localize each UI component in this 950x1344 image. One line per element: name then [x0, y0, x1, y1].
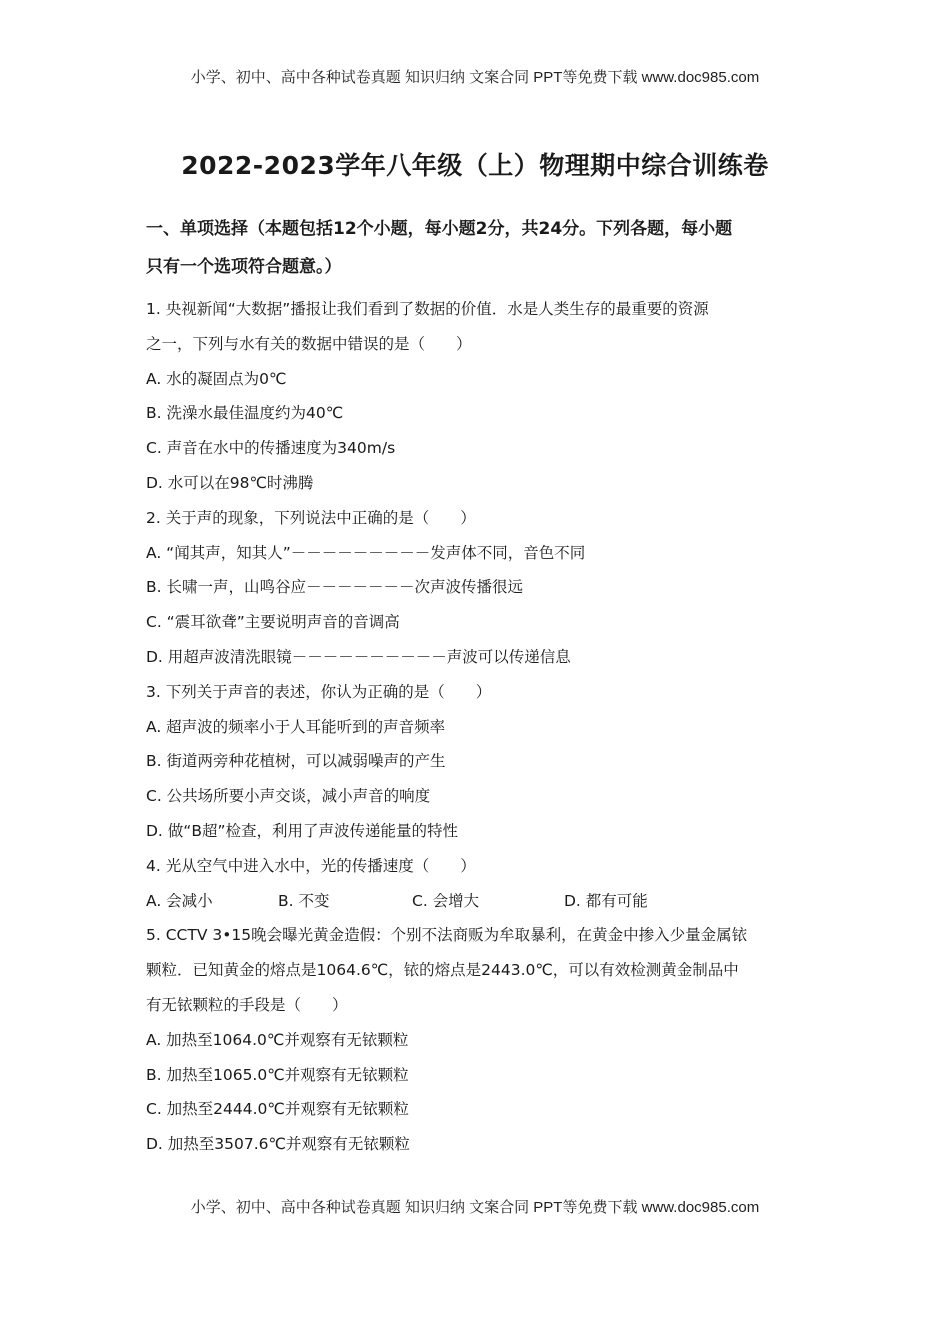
question-stem-continued: 有无铱颗粒的手段是（ ） — [146, 995, 348, 1014]
option-c: C. 加热至2444.0℃并观察有无铱颗粒 — [146, 1100, 409, 1119]
option-b: B. 洗澡水最佳温度约为40℃ — [146, 404, 344, 423]
option-a: A. 会减小 — [146, 891, 213, 910]
question-stem: 3. 下列关于声音的表述，你认为正确的是（ ） — [146, 682, 492, 701]
question-1 — [146, 292, 816, 501]
option-a: A. 加热至1064.0℃并观察有无铱颗粒 — [146, 1030, 409, 1049]
option-c: C. 公共场所要小声交谈，减小声音的响度 — [146, 787, 431, 806]
question-stem: 2. 关于声的现象，下列说法中正确的是（ ） — [146, 508, 476, 527]
question-stem: 4. 光从空气中进入水中，光的传播速度（ ） — [146, 856, 476, 875]
option-d: D. 用超声波清洗眼镜－－－－－－－－－－声波可以传递信息 — [146, 647, 571, 666]
question-stem-continued: 颗粒．已知黄金的熔点是1064.6℃，铱的熔点是2443.0℃，可以有效检测黄金制品中 — [146, 961, 739, 980]
question-2 — [146, 501, 816, 675]
option-a: A. 水的凝固点为0℃ — [146, 369, 287, 388]
option-b: B. 加热至1065.0℃并观察有无铱颗粒 — [146, 1065, 409, 1084]
section-heading — [146, 210, 816, 286]
question-4 — [146, 849, 816, 919]
option-c: C. 会增大 — [412, 891, 480, 910]
page-footer: 小学、初中、高中各种试卷真题 知识归纳 文案合同 PPT等免费下载 www.doc985.com — [190, 1199, 760, 1216]
option-b: B. 不变 — [278, 891, 330, 910]
question-stem: 1. 央视新闻“大数据”播报让我们看到了数据的价值．水是人类生存的最重要的资源 — [146, 300, 709, 318]
option-d: D. 都有可能 — [564, 891, 648, 910]
section-heading-line-1: 一、单项选择（本题包括12个小题，每小题2分，共24分。下列各题，每小题 — [146, 219, 733, 239]
option-c: C. “震耳欲聋”主要说明声音的音调高 — [146, 613, 400, 632]
option-a: A. 超声波的频率小于人耳能听到的声音频率 — [146, 717, 446, 736]
questions-body — [146, 292, 816, 1162]
question-stem: 5. CCTV 3•15晚会曝光黄金造假：个别不法商贩为牟取暴利，在黄金中掺入少量金属铱 — [146, 926, 748, 945]
option-c: C. 声音在水中的传播速度为340m/s — [146, 439, 396, 458]
option-d: D. 做“B超”检查，利用了声波传递能量的特性 — [146, 821, 458, 840]
question-stem-continued: 之一，下列与水有关的数据中错误的是（ ） — [146, 334, 472, 353]
options-row — [146, 884, 816, 919]
section-heading-line-2: 只有一个选项符合题意。） — [146, 257, 342, 277]
option-d: D. 加热至3507.6℃并观察有无铱颗粒 — [146, 1135, 410, 1154]
question-5 — [146, 918, 816, 1162]
page-header: 小学、初中、高中各种试卷真题 知识归纳 文案合同 PPT等免费下载 www.doc985.com — [190, 69, 760, 86]
question-3 — [146, 675, 816, 849]
option-d: D. 水可以在98℃时沸腾 — [146, 473, 314, 492]
option-a: A. “闻其声，知其人”－－－－－－－－－发声体不同，音色不同 — [146, 543, 586, 562]
option-b: B. 街道两旁种花植树，可以减弱噪声的产生 — [146, 752, 446, 771]
option-b: B. 长啸一声，山鸣谷应－－－－－－－次声波传播很远 — [146, 578, 523, 597]
exam-title: 2022-2023学年八年级（上）物理期中综合训练卷 — [181, 151, 769, 180]
